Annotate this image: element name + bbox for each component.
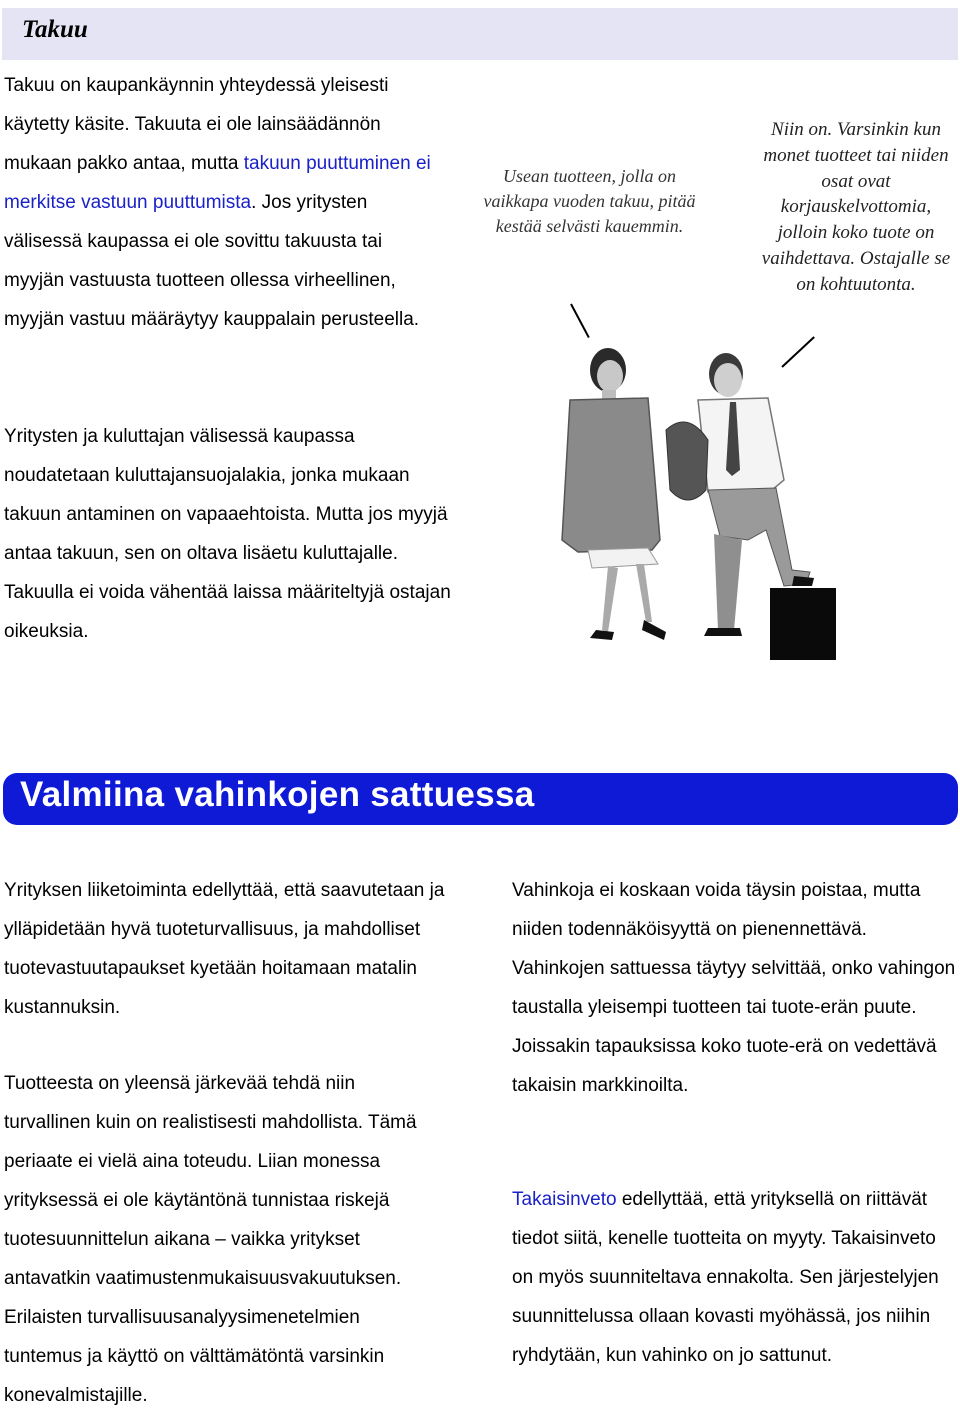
consumer-paragraph: Yritysten ja kuluttajan välisessä kaupassa noudatetaan kuluttajansuojalakia, jonka mukaan takuun antaminen on vapaaehtoista. Mutta jos myyjä antaa takuun, sen on oltava lisäetu kuluttajalle. Takuulla ei voida vähentää laissa määriteltyjä ostajan oikeuksia.: [4, 426, 451, 642]
intro-text-1: Takuu on kaupankäynnin yhteydessä yleisesti käytetty käsite. Takuuta ei ole lainsäädännön mukaan pakko antaa, mutta: [4, 75, 389, 174]
speech-woman: Usean tuotteen, jolla on vaikkapa vuoden takuu, pitää kestää selvästi kauemmin.: [483, 166, 696, 236]
right-paragraph-1: Vahinkoja ei koskaan voida täysin poistaa, mutta niiden todennäköisyyttä on pienennettävä. Vahinkojen sattuessa täytyy selvittää, onko vahingon taustalla yleisempi tuotteen tai tuote-erän puute. Joissakin tapauksissa koko tuote-erä on vedettävä takaisin markkinoilta.: [512, 880, 956, 1096]
right-paragraph-2: [512, 1180, 952, 1375]
intro-highlight: takuun puuttuminen ei merkitse vastuun puuttumista: [4, 153, 431, 213]
section-heading: Takuu: [22, 16, 88, 43]
section-header-band: [2, 8, 958, 60]
speech-man: Niin on. Varsinkin kun monet tuotteet tai niiden osat ovat korjauskelvottomia, jolloin koko tuote on vaihdettava. Ostajalle se on kohtuutonta.: [761, 119, 951, 295]
recall-highlight: Takaisinveto: [512, 1189, 617, 1210]
people-illustration: [548, 340, 888, 670]
left-paragraph-1: Yrityksen liiketoiminta edellyttää, että saavutetaan ja ylläpidetään hyvä tuoteturvallisuus, ja mahdolliset tuotevastuutapaukset kyetään hoitamaan matalin kustannuksin.: [4, 880, 445, 1018]
recall-text: edellyttää, että yrityksellä on riittävät tiedot siitä, kenelle tuotteita on myyty. Takaisinveto on myös suunniteltava ennakolta. Sen järjestelyjen suunnittelussa ollaan kovasti myöhässä, jos niihin ryhdytään, kun vahinko on jo sattunut.: [512, 1189, 939, 1366]
woman-figure: [562, 348, 666, 640]
left-paragraph-2: Tuotteesta on yleensä järkevää tehdä niin turvallinen kuin on realistisesti mahdollista. Tämä periaate ei vielä aina toteudu. Liian monessa yrityksessä ei ole käytäntönä tunnistaa riskejä tuotesuunnittelun aikana – vaikka yritykset antavatkin vaatimustenmukaisuusvakuutuksen. Erilaisten turvallisuusanalyysimenetelmien tuntemus ja käyttö on välttämätöntä varsinkin konevalmistajille.: [4, 1073, 417, 1406]
intro-text-2: . Jos yritysten välisessä kaupassa ei ole sovittu takuusta tai myyjän vastuusta tuotteen ollessa virheellinen, myyjän vastuu määräytyy kauppalain perusteella.: [4, 192, 420, 330]
intro-paragraph: [4, 66, 436, 339]
speech-pointer-left: [570, 304, 590, 338]
man-figure: [666, 353, 836, 660]
section-title: Valmiina vahinkojen sattuessa: [20, 775, 535, 814]
